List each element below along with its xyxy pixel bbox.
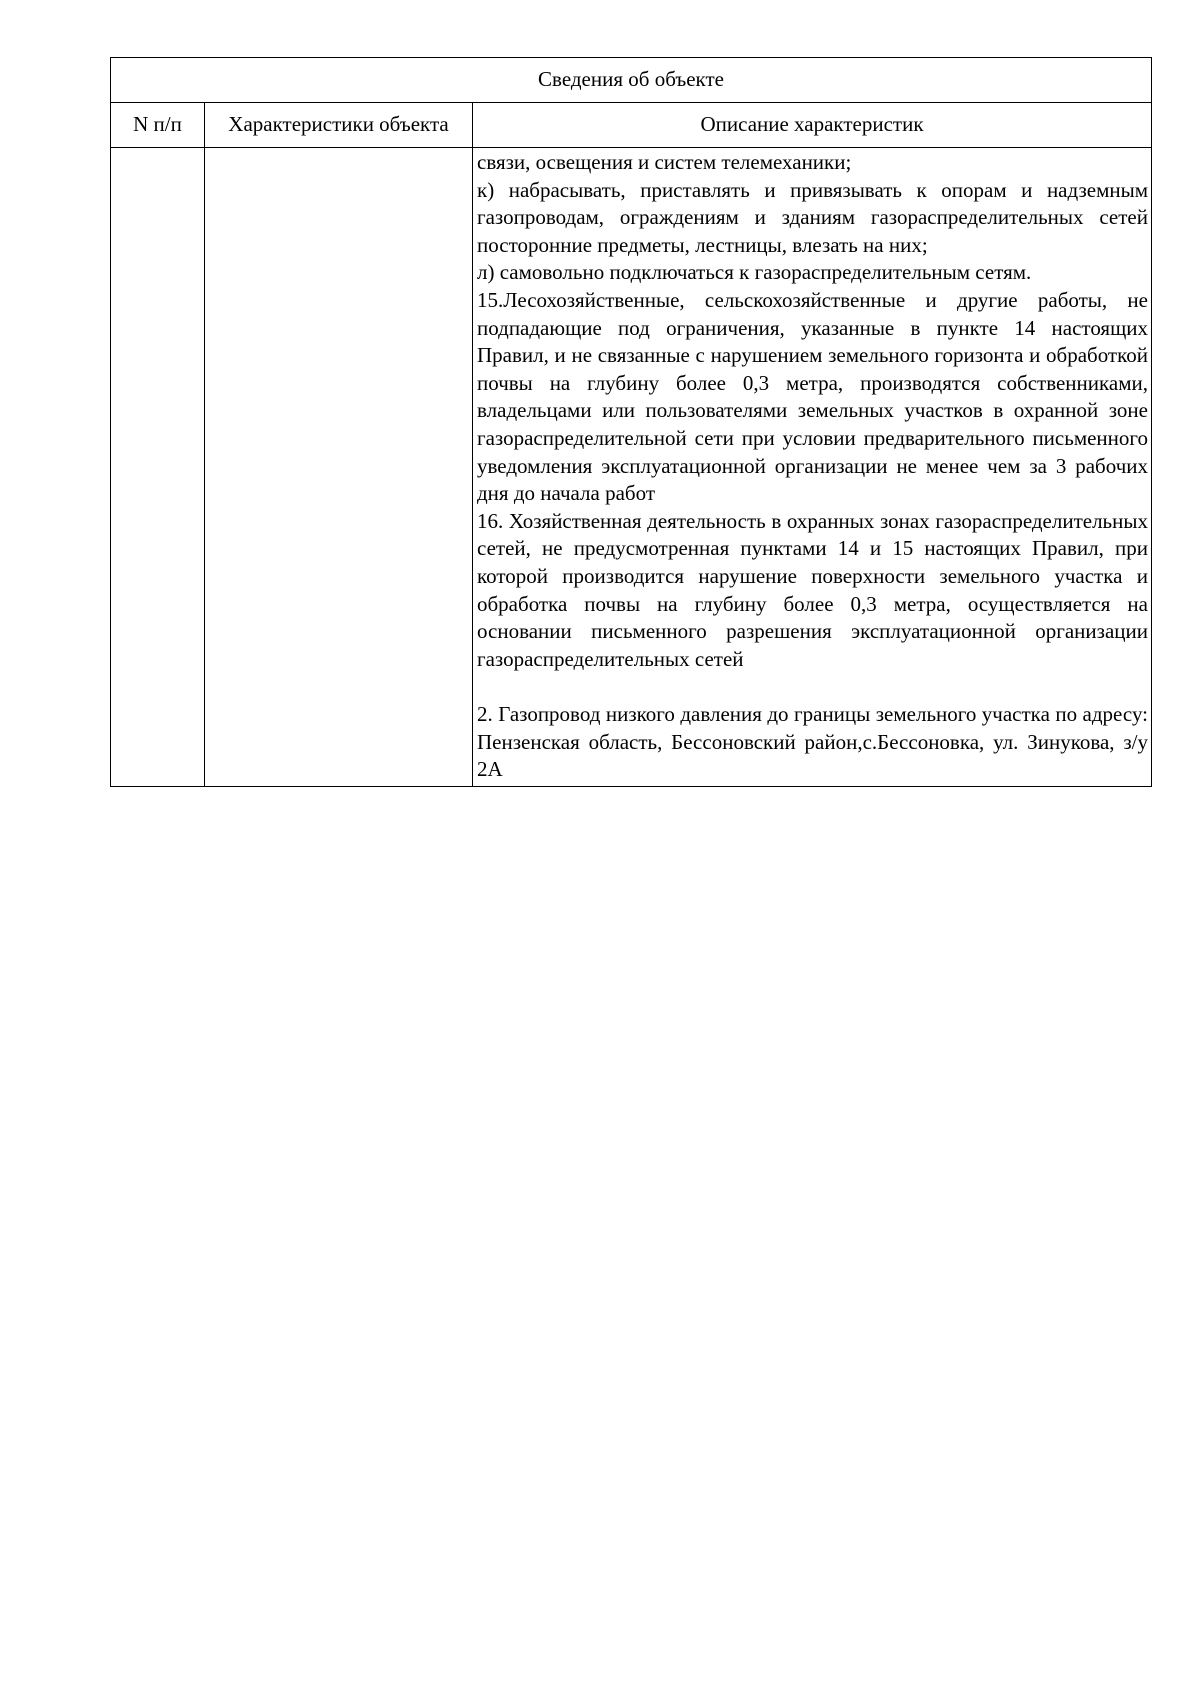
table-row [111,148,1152,787]
paragraph-gap [477,673,1148,701]
cell-description [473,148,1152,787]
description-item-15: 15.Лесохозяйственные, сельскохозяйственные и другие работы, не подпадающие под ограничения, указанные в пункте 14 настоящих Правил, и не связанные с нарушением земельного горизонта и обработкой почвы на глубину более 0,3 метра, производятся собственниками, владельцами или пользователями земельных участков в охранной зоне газораспределительной сети при условии предварительного письменного уведомления эксплуатационной организации не менее чем за 3 рабочих дня до начала работ [477,287,1148,506]
header-description: Описание характеристик [473,103,1152,148]
description-line-1: связи, освещения и систем телемеханики; [477,150,852,174]
description-item-16: 16. Хозяйственная деятельность в охранных зонах газораспределительных сетей, не предусмотренная пунктами 14 и 15 настоящих Правил, при которой производится нарушение поверхности земельного участка и обработка почвы на глубину более 0,3 метра, осуществляется на основании письменного разрешения эксплуатационной организации газораспределительных сетей [477,508,1148,671]
cell-characteristics [205,148,473,787]
description-item-k: к) набрасывать, приставлять и привязывать к опорам и надземным газопроводам, ограждениям и зданиям газораспределительных сетей посторонние предметы, лестницы, влезать на них; [477,177,1148,257]
description-item-l: л) самовольно подключаться к газораспределительным сетям. [477,260,1032,285]
table-caption: Сведения об объекте [111,58,1152,103]
table-header-row [111,103,1152,148]
header-characteristics: Характеристики объекта [205,103,473,148]
header-number: N п/п [111,103,205,148]
object-info-table [110,57,1152,787]
description-item-2: 2. Газопровод низкого давления до границы земельного участка по адресу: Пензенская область, Бессоновский район,с.Бессоновка, ул. Зинукова, з/у 2А [477,702,1148,782]
cell-number [111,148,205,787]
table-caption-row [111,58,1152,103]
